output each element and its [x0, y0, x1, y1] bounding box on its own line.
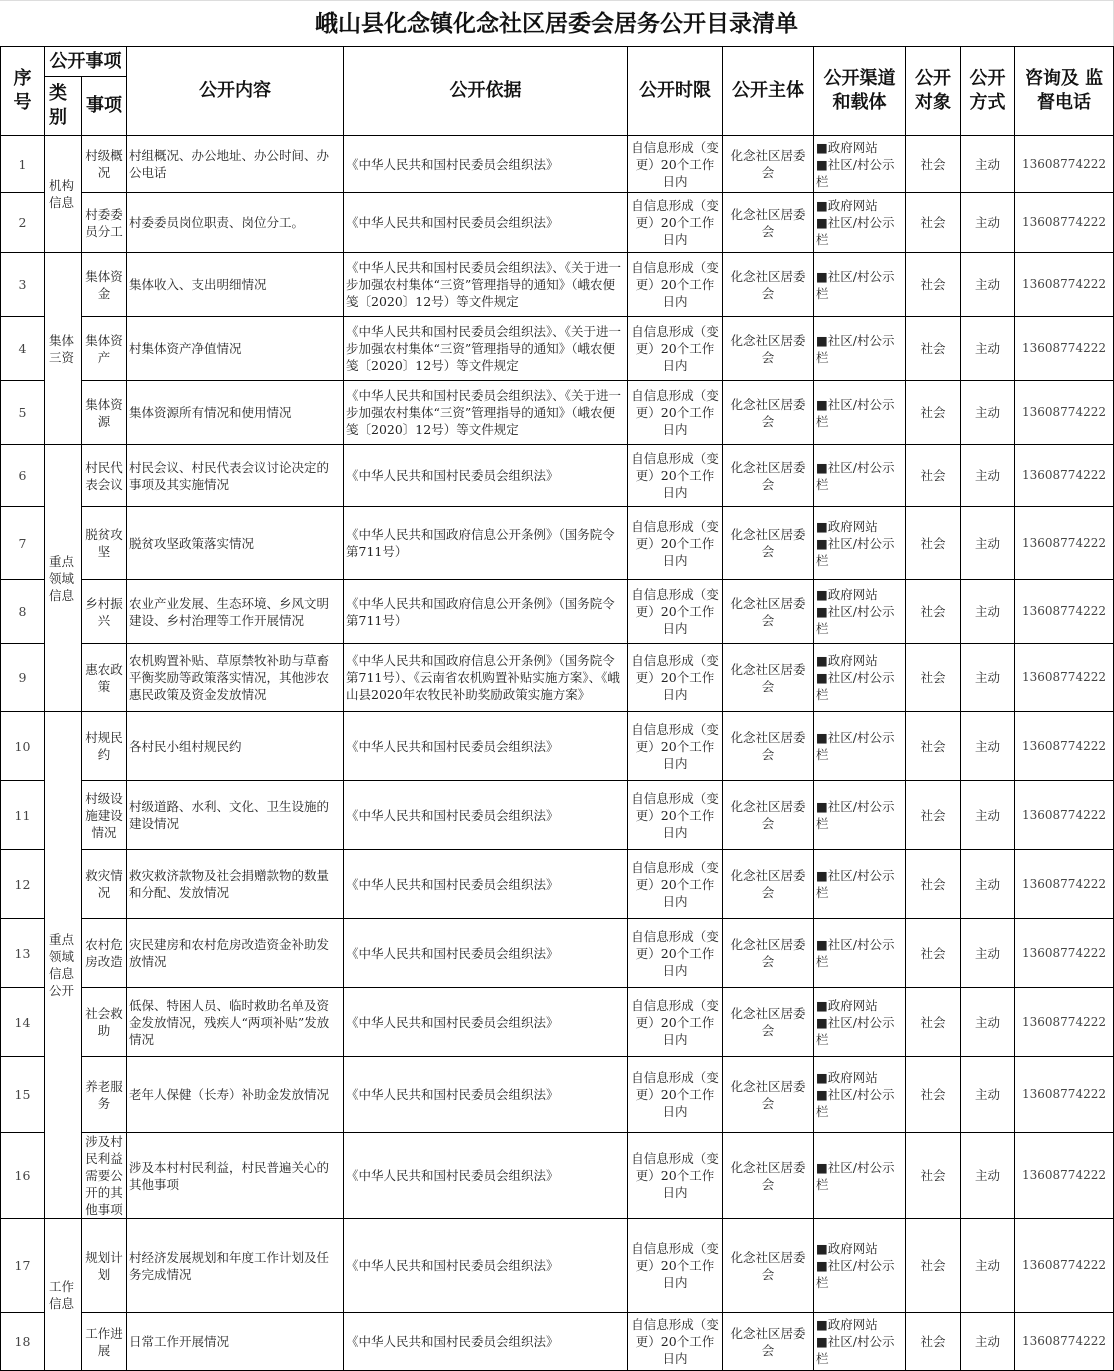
category-cell: 集体三资 — [45, 253, 82, 445]
channel-item: ■社区/村公示栏 — [816, 332, 895, 365]
target-cell: 社会 — [906, 253, 961, 317]
channel-cell — [814, 1313, 906, 1371]
basis-cell: 《中华人民共和国村民委员会组织法》 — [344, 136, 628, 193]
table-row — [1, 712, 1114, 781]
basis-cell: 《中华人民共和国村民委员会组织法》 — [344, 193, 628, 253]
phone-cell: 13608774222 — [1015, 1057, 1114, 1133]
seq-cell: 12 — [1, 850, 45, 919]
channel-cell — [814, 644, 906, 712]
phone-cell: 13608774222 — [1015, 580, 1114, 644]
subject-cell: 化念社区居委会 — [723, 136, 814, 193]
channel-cell — [814, 136, 906, 193]
subject-cell: 化念社区居委会 — [723, 253, 814, 317]
channel-item: ■政府网站 — [816, 1241, 878, 1256]
phone-cell: 13608774222 — [1015, 507, 1114, 580]
item-cell: 农村危房改造 — [82, 919, 127, 988]
basis-cell: 《中华人民共和国村民委员会组织法》 — [344, 919, 628, 988]
table-row — [1, 919, 1114, 988]
basis-cell: 《中华人民共和国政府信息公开条例》（国务院令第711号） — [344, 507, 628, 580]
time-limit-cell: 自信息形成（变更）20个工作日内 — [628, 850, 723, 919]
seq-cell: 5 — [1, 381, 45, 445]
table-row — [1, 317, 1114, 381]
channel-cell — [814, 781, 906, 850]
method-cell: 主动 — [961, 1057, 1015, 1133]
header-category: 类别 — [45, 77, 82, 136]
category-cell: 重点领域信息公开 — [45, 712, 82, 1219]
channel-cell — [814, 507, 906, 580]
content-cell: 农机购置补贴、草原禁牧补助与草畜平衡奖励等政策落实情况，其他涉农惠民政策及资金发放情况 — [127, 644, 344, 712]
basis-cell: 《中华人民共和国村民委员会组织法》、《关于进一步加强农村集体“三资”管理指导的通知》（峨农便笺〔2020〕12号）等文件规定 — [344, 317, 628, 381]
item-cell: 乡村振兴 — [82, 580, 127, 644]
channel-cell — [814, 1219, 906, 1313]
method-cell: 主动 — [961, 193, 1015, 253]
phone-cell: 13608774222 — [1015, 712, 1114, 781]
method-cell: 主动 — [961, 1133, 1015, 1219]
content-cell: 涉及本村村民利益，村民普遍关心的其他事项 — [127, 1133, 344, 1219]
target-cell: 社会 — [906, 919, 961, 988]
content-cell: 农业产业发展、生态环境、乡风文明建设、乡村治理等工作开展情况 — [127, 580, 344, 644]
phone-cell: 13608774222 — [1015, 1219, 1114, 1313]
target-cell: 社会 — [906, 1219, 961, 1313]
time-limit-cell: 自信息形成（变更）20个工作日内 — [628, 781, 723, 850]
subject-cell: 化念社区居委会 — [723, 1219, 814, 1313]
channel-item: ■政府网站 — [816, 139, 878, 155]
channel-item: ■政府网站 — [816, 198, 878, 213]
channel-item: ■社区/村公示栏 — [816, 1159, 895, 1192]
channel-item: ■社区/村公示栏 — [816, 1087, 895, 1119]
channel-item: ■社区/村公示栏 — [816, 730, 895, 762]
seq-cell: 3 — [1, 253, 45, 317]
seq-cell: 4 — [1, 317, 45, 381]
header-method: 公开方式 — [961, 47, 1015, 136]
item-cell: 救灾情况 — [82, 850, 127, 919]
target-cell: 社会 — [906, 988, 961, 1057]
subject-cell: 化念社区居委会 — [723, 445, 814, 507]
time-limit-cell: 自信息形成（变更）20个工作日内 — [628, 445, 723, 507]
header-target: 公开对象 — [906, 47, 961, 136]
seq-cell: 17 — [1, 1219, 45, 1313]
channel-cell — [814, 1133, 906, 1219]
seq-cell: 13 — [1, 919, 45, 988]
subject-cell: 化念社区居委会 — [723, 712, 814, 781]
basis-cell: 《中华人民共和国村民委员会组织法》、《关于进一步加强农村集体“三资”管理指导的通知》（峨农便笺〔2020〕12号）等文件规定 — [344, 381, 628, 445]
subject-cell: 化念社区居委会 — [723, 507, 814, 580]
channel-item: ■社区/村公示栏 — [816, 1258, 895, 1290]
channel-item: ■政府网站 — [816, 518, 878, 534]
channel-cell — [814, 193, 906, 253]
channel-cell — [814, 850, 906, 919]
basis-cell: 《中华人民共和国村民委员会组织法》 — [344, 850, 628, 919]
table-row — [1, 850, 1114, 919]
channel-cell — [814, 919, 906, 988]
basis-cell: 《中华人民共和国村民委员会组织法》 — [344, 1219, 628, 1313]
channel-item: ■社区/村公示栏 — [816, 1014, 895, 1047]
time-limit-cell: 自信息形成（变更）20个工作日内 — [628, 1219, 723, 1313]
table-body — [1, 136, 1114, 1371]
table-row — [1, 781, 1114, 850]
phone-cell: 13608774222 — [1015, 919, 1114, 988]
phone-cell: 13608774222 — [1015, 850, 1114, 919]
subject-cell: 化念社区居委会 — [723, 850, 814, 919]
subject-cell: 化念社区居委会 — [723, 1057, 814, 1133]
basis-cell: 《中华人民共和国村民委员会组织法》 — [344, 445, 628, 507]
content-cell: 集体资源所有情况和使用情况 — [127, 381, 344, 445]
item-cell: 工作进展 — [82, 1313, 127, 1371]
time-limit-cell: 自信息形成（变更）20个工作日内 — [628, 644, 723, 712]
content-cell: 脱贫攻坚政策落实情况 — [127, 507, 344, 580]
table-row — [1, 644, 1114, 712]
phone-cell: 13608774222 — [1015, 988, 1114, 1057]
item-cell: 规划计划 — [82, 1219, 127, 1313]
channel-cell — [814, 317, 906, 381]
method-cell: 主动 — [961, 781, 1015, 850]
phone-cell: 13608774222 — [1015, 253, 1114, 317]
header-phone: 咨询及 监督电话 — [1015, 47, 1114, 136]
item-cell: 养老服务 — [82, 1057, 127, 1133]
channel-cell — [814, 1057, 906, 1133]
subject-cell: 化念社区居委会 — [723, 317, 814, 381]
target-cell: 社会 — [906, 580, 961, 644]
method-cell: 主动 — [961, 988, 1015, 1057]
phone-cell: 13608774222 — [1015, 781, 1114, 850]
channel-cell — [814, 580, 906, 644]
seq-cell: 10 — [1, 712, 45, 781]
channel-cell — [814, 712, 906, 781]
subject-cell: 化念社区居委会 — [723, 381, 814, 445]
channel-item: ■社区/村公示栏 — [816, 937, 895, 969]
content-cell: 村经济发展规划和年度工作计划及任务完成情况 — [127, 1219, 344, 1313]
target-cell: 社会 — [906, 136, 961, 193]
time-limit-cell: 自信息形成（变更）20个工作日内 — [628, 1057, 723, 1133]
table-row — [1, 507, 1114, 580]
time-limit-cell: 自信息形成（变更）20个工作日内 — [628, 193, 723, 253]
header-channel: 公开渠道和载体 — [814, 47, 906, 136]
target-cell: 社会 — [906, 1313, 961, 1371]
table-row — [1, 193, 1114, 253]
time-limit-cell: 自信息形成（变更）20个工作日内 — [628, 712, 723, 781]
subject-cell: 化念社区居委会 — [723, 781, 814, 850]
time-limit-cell: 自信息形成（变更）20个工作日内 — [628, 507, 723, 580]
category-cell: 重点领域信息 — [45, 445, 82, 712]
seq-cell: 16 — [1, 1133, 45, 1219]
seq-cell: 1 — [1, 136, 45, 193]
channel-cell — [814, 445, 906, 507]
table-row — [1, 445, 1114, 507]
channel-item: ■社区/村公示栏 — [816, 215, 895, 247]
category-cell: 工作信息 — [45, 1219, 82, 1371]
method-cell: 主动 — [961, 507, 1015, 580]
target-cell: 社会 — [906, 781, 961, 850]
item-cell: 惠农政策 — [82, 644, 127, 712]
table-row — [1, 136, 1114, 193]
channel-item: ■社区/村公示栏 — [816, 396, 895, 429]
channel-item: ■政府网站 — [816, 1317, 878, 1332]
header-time-limit: 公开时限 — [628, 47, 723, 136]
method-cell: 主动 — [961, 445, 1015, 507]
content-cell: 老年人保健（长寿）补助金发放情况 — [127, 1057, 344, 1133]
table-row — [1, 1219, 1114, 1313]
item-cell: 村民代表会议 — [82, 445, 127, 507]
time-limit-cell: 自信息形成（变更）20个工作日内 — [628, 1133, 723, 1219]
channel-item: ■政府网站 — [816, 997, 878, 1013]
channel-item: ■社区/村公示栏 — [816, 535, 895, 568]
table-row — [1, 1057, 1114, 1133]
target-cell: 社会 — [906, 1057, 961, 1133]
phone-cell: 13608774222 — [1015, 1313, 1114, 1371]
header-item: 事项 — [82, 77, 127, 136]
channel-item: ■社区/村公示栏 — [816, 268, 895, 301]
seq-cell: 6 — [1, 445, 45, 507]
channel-item: ■社区/村公示栏 — [816, 670, 895, 702]
subject-cell: 化念社区居委会 — [723, 580, 814, 644]
seq-cell: 2 — [1, 193, 45, 253]
time-limit-cell: 自信息形成（变更）20个工作日内 — [628, 253, 723, 317]
target-cell: 社会 — [906, 317, 961, 381]
time-limit-cell: 自信息形成（变更）20个工作日内 — [628, 919, 723, 988]
target-cell: 社会 — [906, 193, 961, 253]
method-cell: 主动 — [961, 317, 1015, 381]
item-cell: 村委委员分工 — [82, 193, 127, 253]
target-cell: 社会 — [906, 1133, 961, 1219]
channel-item: ■社区/村公示栏 — [816, 1334, 895, 1366]
subject-cell: 化念社区居委会 — [723, 644, 814, 712]
target-cell: 社会 — [906, 445, 961, 507]
time-limit-cell: 自信息形成（变更）20个工作日内 — [628, 1313, 723, 1371]
category-cell: 机构信息 — [45, 136, 82, 253]
basis-cell: 《中华人民共和国村民委员会组织法》 — [344, 712, 628, 781]
phone-cell: 13608774222 — [1015, 136, 1114, 193]
seq-cell: 11 — [1, 781, 45, 850]
table-row — [1, 253, 1114, 317]
header-subject: 公开主体 — [723, 47, 814, 136]
target-cell: 社会 — [906, 644, 961, 712]
time-limit-cell: 自信息形成（变更）20个工作日内 — [628, 317, 723, 381]
phone-cell: 13608774222 — [1015, 193, 1114, 253]
table-row — [1, 580, 1114, 644]
method-cell: 主动 — [961, 1219, 1015, 1313]
channel-cell — [814, 381, 906, 445]
content-cell: 各村民小组村规民约 — [127, 712, 344, 781]
channel-cell — [814, 988, 906, 1057]
phone-cell: 13608774222 — [1015, 317, 1114, 381]
seq-cell: 8 — [1, 580, 45, 644]
content-cell: 村民会议、村民代表会议讨论决定的事项及其实施情况 — [127, 445, 344, 507]
method-cell: 主动 — [961, 253, 1015, 317]
basis-cell: 《中华人民共和国村民委员会组织法》 — [344, 781, 628, 850]
channel-item: ■社区/村公示栏 — [816, 868, 895, 900]
item-cell: 集体资金 — [82, 253, 127, 317]
basis-cell: 《中华人民共和国村民委员会组织法》 — [344, 1313, 628, 1371]
method-cell: 主动 — [961, 850, 1015, 919]
phone-cell: 13608774222 — [1015, 1133, 1114, 1219]
basis-cell: 《中华人民共和国政府信息公开条例》（国务院令第711号） — [344, 580, 628, 644]
subject-cell: 化念社区居委会 — [723, 919, 814, 988]
time-limit-cell: 自信息形成（变更）20个工作日内 — [628, 580, 723, 644]
content-cell: 村委委员岗位职责、岗位分工。 — [127, 193, 344, 253]
phone-cell: 13608774222 — [1015, 445, 1114, 507]
channel-item: ■社区/村公示栏 — [816, 459, 895, 492]
channel-item: ■社区/村公示栏 — [816, 799, 895, 831]
content-cell: 日常工作开展情况 — [127, 1313, 344, 1371]
target-cell: 社会 — [906, 850, 961, 919]
channel-item: ■政府网站 — [816, 587, 878, 602]
item-cell: 村级概况 — [82, 136, 127, 193]
time-limit-cell: 自信息形成（变更）20个工作日内 — [628, 136, 723, 193]
method-cell: 主动 — [961, 644, 1015, 712]
basis-cell: 《中华人民共和国村民委员会组织法》 — [344, 1133, 628, 1219]
document-title: 峨山县化念镇化念社区居委会居务公开目录清单 — [0, 0, 1114, 46]
content-cell: 村组概况、办公地址、办公时间、办公电话 — [127, 136, 344, 193]
item-cell: 脱贫攻坚 — [82, 507, 127, 580]
time-limit-cell: 自信息形成（变更）20个工作日内 — [628, 988, 723, 1057]
seq-cell: 18 — [1, 1313, 45, 1371]
subject-cell: 化念社区居委会 — [723, 1133, 814, 1219]
channel-item: ■政府网站 — [816, 1070, 878, 1085]
content-cell: 救灾救济款物及社会捐赠款物的数量和分配、发放情况 — [127, 850, 344, 919]
table-row — [1, 1313, 1114, 1371]
channel-item: ■政府网站 — [816, 653, 878, 668]
method-cell: 主动 — [961, 712, 1015, 781]
method-cell: 主动 — [961, 580, 1015, 644]
time-limit-cell: 自信息形成（变更）20个工作日内 — [628, 381, 723, 445]
method-cell: 主动 — [961, 919, 1015, 988]
seq-cell: 14 — [1, 988, 45, 1057]
method-cell: 主动 — [961, 1313, 1015, 1371]
header-basis: 公开依据 — [344, 47, 628, 136]
channel-cell — [814, 253, 906, 317]
content-cell: 低保、特困人员、临时救助名单及资金发放情况，残疾人“两项补贴”发放情况 — [127, 988, 344, 1057]
header-content: 公开内容 — [127, 47, 344, 136]
item-cell: 社会救助 — [82, 988, 127, 1057]
subject-cell: 化念社区居委会 — [723, 988, 814, 1057]
table-row — [1, 1133, 1114, 1219]
seq-cell: 15 — [1, 1057, 45, 1133]
target-cell: 社会 — [906, 712, 961, 781]
method-cell: 主动 — [961, 381, 1015, 445]
item-cell: 涉及村民利益需要公开的其他事项 — [82, 1133, 127, 1219]
channel-item: ■社区/村公示栏 — [816, 156, 895, 189]
item-cell: 村规民约 — [82, 712, 127, 781]
item-cell: 村级设施建设情况 — [82, 781, 127, 850]
phone-cell: 13608774222 — [1015, 644, 1114, 712]
seq-cell: 7 — [1, 507, 45, 580]
item-cell: 集体资产 — [82, 317, 127, 381]
item-cell: 集体资源 — [82, 381, 127, 445]
method-cell: 主动 — [961, 136, 1015, 193]
seq-cell: 9 — [1, 644, 45, 712]
basis-cell: 《中华人民共和国村民委员会组织法》 — [344, 1057, 628, 1133]
table-row — [1, 988, 1114, 1057]
subject-cell: 化念社区居委会 — [723, 1313, 814, 1371]
basis-cell: 《中华人民共和国政府信息公开条例》（国务院令第711号）、《云南省农机购置补贴实施方案》、《峨山县2020年农牧民补助奖励政策实施方案》 — [344, 644, 628, 712]
table-row — [1, 381, 1114, 445]
content-cell: 灾民建房和农村危房改造资金补助发放情况 — [127, 919, 344, 988]
basis-cell: 《中华人民共和国村民委员会组织法》 — [344, 988, 628, 1057]
basis-cell: 《中华人民共和国村民委员会组织法》、《关于进一步加强农村集体“三资”管理指导的通知》（峨农便笺〔2020〕12号）等文件规定 — [344, 253, 628, 317]
target-cell: 社会 — [906, 507, 961, 580]
disclosure-table — [0, 46, 1114, 1371]
content-cell: 集体收入、支出明细情况 — [127, 253, 344, 317]
header-matter-group: 公开事项 — [45, 47, 127, 77]
target-cell: 社会 — [906, 381, 961, 445]
channel-item: ■社区/村公示栏 — [816, 604, 895, 636]
subject-cell: 化念社区居委会 — [723, 193, 814, 253]
header-seq: 序号 — [1, 47, 45, 136]
content-cell: 村集体资产净值情况 — [127, 317, 344, 381]
phone-cell: 13608774222 — [1015, 381, 1114, 445]
content-cell: 村级道路、水利、文化、卫生设施的建设情况 — [127, 781, 344, 850]
